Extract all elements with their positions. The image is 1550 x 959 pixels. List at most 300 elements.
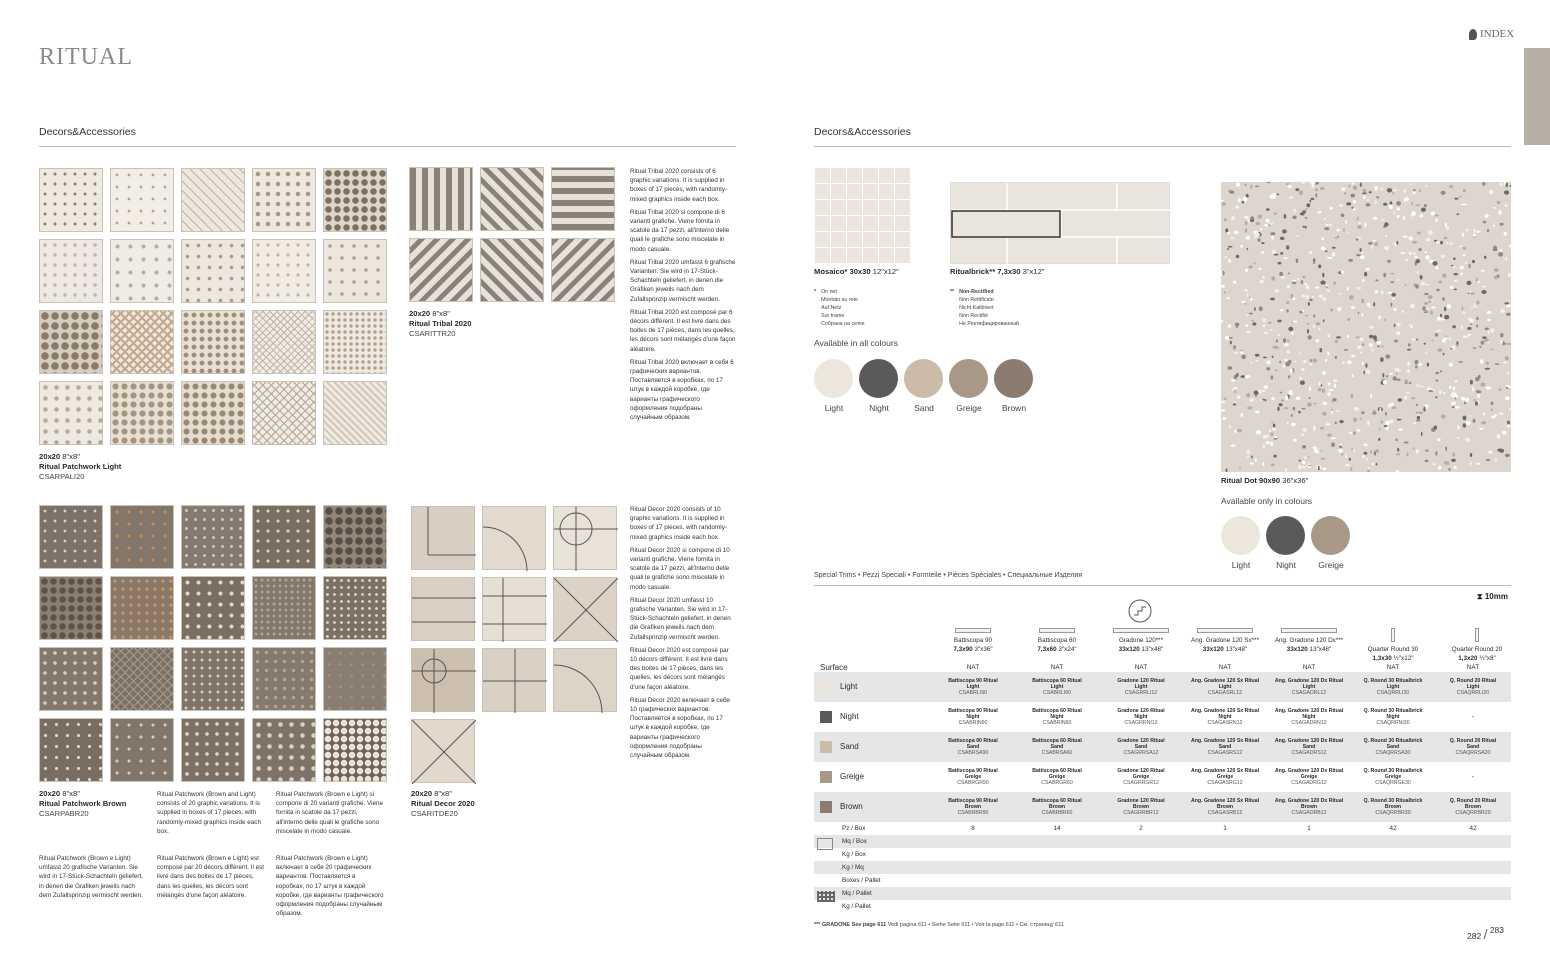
trim-size-cm: 7,3x60 bbox=[1037, 645, 1057, 653]
decor-tile bbox=[252, 381, 316, 445]
pack-value: 1 bbox=[1307, 824, 1311, 832]
size: 30x30 bbox=[849, 267, 871, 276]
decor-tile bbox=[181, 505, 245, 569]
trim-cell-line: Sand bbox=[1134, 744, 1148, 750]
pack-row bbox=[814, 835, 1511, 848]
box-icon bbox=[817, 838, 833, 850]
trim-cell-line: Greige bbox=[964, 774, 982, 780]
color-swatch-greige[interactable] bbox=[1311, 516, 1350, 555]
decor-tile bbox=[323, 576, 387, 640]
trim-cell-line: Battiscopa 90 Ritual bbox=[948, 768, 998, 774]
trim-cell-line: Ang. Gradone 120 Dx Ritual bbox=[1274, 678, 1344, 684]
pack-value bbox=[1351, 874, 1435, 887]
trim-row-light bbox=[814, 672, 1511, 702]
decor-tile bbox=[110, 505, 174, 569]
trim-cell-line: Brown bbox=[1464, 804, 1482, 810]
trim-size bbox=[1183, 646, 1267, 655]
color-swatch-brown[interactable] bbox=[994, 359, 1033, 398]
trim-size-cm: 7,3x90 bbox=[953, 645, 973, 653]
inch: 12"x12" bbox=[872, 267, 899, 276]
index-link[interactable] bbox=[1469, 28, 1514, 40]
color-swatch-sand[interactable] bbox=[904, 359, 943, 398]
trim-cell-line: Q. Round 20 Ritual bbox=[1449, 798, 1497, 804]
trim-cell-line: CSAQRRSA20 bbox=[1455, 750, 1491, 756]
trim-size-inch: 3"x36" bbox=[974, 645, 993, 653]
pack-value bbox=[1351, 848, 1435, 861]
trim-cell-line: CSABRIN60 bbox=[1042, 720, 1072, 726]
surface-value: NAT bbox=[966, 664, 980, 671]
trim-shape-icon bbox=[1281, 628, 1337, 633]
tribal-tile bbox=[409, 167, 473, 231]
trim-cell-line: Battiscopa 60 Ritual bbox=[1032, 798, 1082, 804]
pack-label: Mq / Pallet bbox=[814, 887, 931, 900]
trim-cell-line: Ang. Gradone 120 Sx Ritual bbox=[1190, 738, 1260, 744]
pack-value bbox=[1015, 900, 1099, 913]
pack-label: Boxes / Pallet bbox=[842, 876, 881, 884]
trim-cell-line: - bbox=[1472, 774, 1474, 780]
page-left: 282 bbox=[1467, 931, 1482, 941]
decor-tile bbox=[323, 381, 387, 445]
decor-2020-tile bbox=[411, 577, 475, 641]
pack-value bbox=[1267, 835, 1351, 848]
right-section-title: Decors&Accessories bbox=[814, 126, 911, 138]
pack-value bbox=[1351, 887, 1435, 900]
decor-tile bbox=[252, 310, 316, 374]
available-all-label: Available in all colours bbox=[814, 338, 898, 348]
trim-cell-line: Battiscopa 60 Ritual bbox=[1032, 768, 1082, 774]
trim-name: Ang. Gradone 120 Sx*** bbox=[1191, 637, 1259, 644]
decor-tile bbox=[39, 381, 103, 445]
note-line: Sur trame bbox=[821, 313, 845, 319]
trim-size bbox=[1435, 655, 1519, 664]
ritual-dot-image bbox=[1221, 182, 1511, 472]
trim-cell-line: CSAQRRBR20 bbox=[1455, 810, 1491, 816]
trim-size-cm: 1,3x30 bbox=[1372, 654, 1392, 662]
trim-cell-line: Night bbox=[966, 714, 980, 720]
pack-value: 2 bbox=[1139, 824, 1143, 832]
decor-2020-tile bbox=[411, 648, 475, 712]
decor-tile bbox=[110, 310, 174, 374]
note-line: Собрана на сетке bbox=[821, 321, 865, 327]
trim-cell-line: CSAQRRLI20 bbox=[1456, 690, 1490, 696]
trim-cell-line: CSAGRRGR12 bbox=[1123, 780, 1159, 786]
pack-value bbox=[1099, 861, 1183, 874]
color-chip bbox=[820, 681, 832, 693]
trim-cell-line: Gradone 120 Ritual bbox=[1117, 678, 1165, 684]
trim-cell-line: CSAGADRS12 bbox=[1291, 750, 1327, 756]
pack-value bbox=[1351, 900, 1435, 913]
ritualbrick-image bbox=[950, 182, 1170, 264]
trim-size-inch: 13"x48" bbox=[1141, 645, 1164, 653]
product-name: Ritual Decor 2020 bbox=[411, 799, 475, 808]
trim-cell-line: Ang. Gradone 120 Sx Ritual bbox=[1190, 798, 1260, 804]
decor-tile bbox=[39, 718, 103, 782]
trim-cell-line: Q. Round 30 Ritualbrick bbox=[1363, 738, 1423, 744]
trim-cell-line: CSAGADRL12 bbox=[1291, 690, 1327, 696]
patchwork-text-de: Ritual Patchwork (Brown e Light) umfasst 20 grafische Varianten. Sie wird in 17-Stück-Schachteln geliefert, in denen die Grafiken jeweils nach dem Zufallsprinzip vermischt werden. bbox=[39, 855, 143, 899]
pack-value bbox=[1267, 887, 1351, 900]
trim-cell-line: Ang. Gradone 120 Dx Ritual bbox=[1274, 738, 1344, 744]
mosaico-image bbox=[814, 167, 910, 263]
trim-cell-line: Battiscopa 60 Ritual bbox=[1032, 678, 1082, 684]
inch: 8"x8" bbox=[62, 789, 80, 798]
trim-cell-line: Battiscopa 90 Ritual bbox=[948, 738, 998, 744]
left-divider bbox=[39, 146, 736, 147]
text-de: Ritual Decor 2020 umfasst 10 grafische Varianten. Sie wird in 17-Stück-Schachteln geliefert, in denen die Grafiken jeweils nach dem Zufallsprinzip vermischt werden. bbox=[630, 596, 731, 641]
swatch-label: Night bbox=[1276, 560, 1296, 570]
ritualbrick-caption bbox=[950, 267, 1045, 277]
pack-value bbox=[1267, 861, 1351, 874]
trim-size-inch: 3"x24" bbox=[1058, 645, 1077, 653]
text-de: Ritual Tribal 2020 umfasst 6 grafische Varianten. Sie wird in 17-Stück-Schachteln geliefert, in denen die Grafiken jeweils nach dem Zufallsprinzip vermischt werden. bbox=[630, 258, 736, 303]
trim-cell bbox=[1267, 732, 1351, 762]
note-line: Montato su rete bbox=[821, 297, 858, 303]
trims-divider bbox=[814, 585, 1511, 586]
trim-cell-line: Night bbox=[1050, 714, 1064, 720]
page-right: 283 bbox=[1489, 925, 1505, 935]
trim-cell-line: Night bbox=[1134, 714, 1148, 720]
trim-cell-line: Light bbox=[1218, 684, 1232, 690]
decor-2020-tile bbox=[411, 719, 475, 783]
tribal-caption bbox=[409, 309, 471, 339]
trim-cell-line: CSAGASRG12 bbox=[1207, 780, 1243, 786]
trim-cell-line: Light bbox=[1134, 684, 1148, 690]
text-en: Ritual Tribal 2020 consists of 6 graphic variations. It is supplied in boxes of 17 pieces, with randomly-mixed graphics inside each box. bbox=[630, 168, 727, 203]
page-numbers: 282 / 283 bbox=[1467, 925, 1505, 942]
trim-cell-line: Brown bbox=[1300, 804, 1318, 810]
inch: 3"x12" bbox=[1022, 267, 1045, 276]
patchwork-text-en: Ritual Patchwork (Brown and Light) consists of 20 graphic variations. It is supplied in boxes of 17 pieces, with randomly-mixed graphics inside each box. bbox=[157, 791, 261, 835]
decor-tile bbox=[39, 239, 103, 303]
trim-cell-line: CSAGADRG12 bbox=[1291, 780, 1327, 786]
trim-size bbox=[1267, 646, 1351, 655]
trim-row-label bbox=[814, 792, 931, 822]
color-name: Brown bbox=[840, 802, 863, 812]
pack-value: 42 bbox=[1389, 824, 1397, 832]
trim-shape-icon bbox=[1391, 628, 1395, 642]
text-it: Ritual Tribal 2020 si compone di 6 varianti grafiche. Viene fornita in scatole da 17 pezzi, all'interno delle quali le grafiche sono miscelate in modo casuale. bbox=[630, 208, 730, 253]
decor-tile bbox=[39, 168, 103, 232]
tribal-tile bbox=[551, 167, 615, 231]
trim-cell-line: CSAGRRNI12 bbox=[1124, 720, 1158, 726]
trim-cell bbox=[1183, 792, 1267, 822]
trim-cell-line: CSAGASRB12 bbox=[1207, 810, 1243, 816]
trim-cell-line: Sand bbox=[966, 744, 980, 750]
product-code: CSARITTR20 bbox=[409, 329, 456, 338]
side-tab[interactable] bbox=[1524, 48, 1550, 145]
trim-column-header bbox=[931, 628, 1015, 654]
trim-cell-line: CSABRLI90 bbox=[959, 690, 987, 696]
trim-row-label bbox=[814, 762, 931, 792]
trim-cell bbox=[1099, 702, 1183, 732]
trim-cell bbox=[1183, 672, 1267, 702]
note-line: Non Rectifié bbox=[959, 313, 988, 319]
pack-value bbox=[1015, 887, 1099, 900]
trim-name: Quarter Round 20 bbox=[1451, 646, 1503, 653]
trim-cell-line: CSAQRRLI30 bbox=[1376, 690, 1410, 696]
size: 20x20 bbox=[409, 309, 431, 318]
inch: 36"x36" bbox=[1282, 476, 1309, 485]
tribal-tile bbox=[480, 167, 544, 231]
pack-value bbox=[1183, 848, 1267, 861]
pack-value bbox=[1015, 861, 1099, 874]
text-en: Ritual Decor 2020 consists of 10 graphic variations. It is supplied in boxes of 17 pieces, with randomly-mixed graphics inside each box. bbox=[630, 506, 727, 541]
pack-label: Kg / Box bbox=[842, 850, 866, 858]
trim-cell-line: Light bbox=[1386, 684, 1400, 690]
trim-cell-line: Sand bbox=[1386, 744, 1400, 750]
product-name: Ritualbrick** bbox=[950, 267, 996, 276]
trim-cell-line: CSAQRRNI30 bbox=[1376, 720, 1410, 726]
brand-title: RITUAL bbox=[39, 44, 133, 70]
trim-cell bbox=[1351, 792, 1435, 822]
trim-cell-line: Night bbox=[1302, 714, 1316, 720]
trim-size-inch: ½"x12" bbox=[1393, 654, 1414, 662]
trim-column-header bbox=[1351, 628, 1435, 663]
trim-cell-line: Brown bbox=[1048, 804, 1066, 810]
pallet-icon bbox=[817, 891, 835, 902]
color-chip bbox=[820, 711, 832, 723]
pack-value bbox=[1099, 835, 1183, 848]
trim-column-header bbox=[1015, 628, 1099, 654]
decor-caption bbox=[411, 789, 475, 819]
color-chip bbox=[820, 801, 832, 813]
pack-value bbox=[1267, 848, 1351, 861]
trim-cell bbox=[1435, 732, 1511, 762]
trim-cell-line: Ang. Gradone 120 Sx Ritual bbox=[1190, 768, 1260, 774]
trim-cell-line: Battiscopa 90 Ritual bbox=[948, 798, 998, 804]
trim-cell bbox=[1267, 762, 1351, 792]
trim-cell-line: Gradone 120 Ritual bbox=[1117, 798, 1165, 804]
trim-cell-line: Greige bbox=[1300, 774, 1318, 780]
trim-shape-icon bbox=[1113, 628, 1169, 633]
decor-tile bbox=[252, 576, 316, 640]
note-line: Не Ректифицированный bbox=[959, 321, 1019, 327]
color-swatch-night[interactable] bbox=[1266, 516, 1305, 555]
trim-shape-icon bbox=[1475, 628, 1479, 642]
surface-label: Surface bbox=[820, 663, 848, 672]
trim-cell-line: Ang. Gradone 120 Dx Ritual bbox=[1274, 708, 1344, 714]
note-line: On net bbox=[821, 289, 837, 295]
trim-cell bbox=[931, 672, 1015, 702]
leaf-icon bbox=[1469, 29, 1477, 40]
trim-cell-line: Ang. Gradone 120 Sx Ritual bbox=[1190, 708, 1260, 714]
trim-cell-line: Gradone 120 Ritual bbox=[1117, 708, 1165, 714]
trim-cell-line: CSAGADRN12 bbox=[1291, 720, 1327, 726]
dot-caption bbox=[1221, 476, 1308, 486]
decor-tile bbox=[323, 310, 387, 374]
decor-tile bbox=[110, 239, 174, 303]
pack-value bbox=[1351, 835, 1435, 848]
trim-name: Quarter Round 30 bbox=[1367, 646, 1419, 653]
trim-cell-line: Q. Round 30 Ritualbrick bbox=[1363, 798, 1423, 804]
trim-column-header bbox=[1183, 628, 1267, 654]
trim-cell-line: Q. Round 30 Ritualbrick bbox=[1363, 768, 1423, 774]
trim-column-header bbox=[1435, 628, 1519, 663]
trim-cell bbox=[1435, 702, 1511, 732]
decor-tile bbox=[252, 718, 316, 782]
trim-cell-line: Sand bbox=[1466, 744, 1480, 750]
trim-cell-line: Greige bbox=[1048, 774, 1066, 780]
product-name: Mosaico* bbox=[814, 267, 848, 276]
trim-cell-line: CSABRLI60 bbox=[1043, 690, 1071, 696]
trim-column-header bbox=[1267, 628, 1351, 654]
dot-available-label: Available only in colours bbox=[1221, 496, 1313, 506]
note-line: Auf Netz bbox=[821, 305, 842, 311]
decor-tile bbox=[181, 576, 245, 640]
decor-tile bbox=[39, 505, 103, 569]
decor-2020-tile bbox=[482, 648, 546, 712]
trim-cell-line: Gradone 120 Ritual bbox=[1117, 738, 1165, 744]
trim-cell-line: CSAQRRSA30 bbox=[1375, 750, 1411, 756]
decor-tile bbox=[110, 381, 174, 445]
trim-cell-line: CSABRGR60 bbox=[1041, 780, 1073, 786]
size: 20x20 bbox=[411, 789, 433, 798]
trim-cell-line: Light bbox=[966, 684, 980, 690]
trim-cell bbox=[1015, 762, 1099, 792]
decor-tile bbox=[252, 647, 316, 711]
trim-cell bbox=[931, 762, 1015, 792]
decor-tile bbox=[323, 647, 387, 711]
trim-cell-line: Ang. Gradone 120 Dx Ritual bbox=[1274, 768, 1344, 774]
decor-2020-tile bbox=[482, 506, 546, 570]
pack-row bbox=[814, 848, 1511, 861]
color-name: Greige bbox=[840, 772, 865, 782]
trim-cell-line: Q. Round 30 Ritualbrick bbox=[1363, 678, 1423, 684]
pack-value bbox=[1351, 861, 1435, 874]
size: 90x90 bbox=[1258, 476, 1281, 485]
swatch-label: Light bbox=[824, 403, 844, 413]
surface-value: NAT bbox=[1386, 664, 1400, 671]
patchwork-text-ru: Ritual Patchwork (Brown e Light) включает в себя 20 графических вариантов. Поставляется в коробках, по 17 штук в каждой коробке, где варианты графического оформления подобраны случайным образом. bbox=[276, 855, 384, 918]
tribal-tile bbox=[551, 238, 615, 302]
surface-value: NAT bbox=[1302, 664, 1316, 671]
decor-2020-tile bbox=[553, 506, 617, 570]
trim-cell-line: Light bbox=[1050, 684, 1064, 690]
patchwork-text-fr: Ritual Patchwork (Brown e Light) est composé par 20 décors différent. Il est livré dans des boites de 17 pièces, dans les quelles, les décors sont mélangés d'une façon aléatoire. bbox=[157, 855, 264, 899]
product-code: CSARPABR20 bbox=[39, 809, 89, 818]
inch: 8"x8" bbox=[432, 309, 450, 318]
pack-value bbox=[1183, 887, 1267, 900]
trim-cell-line: CSABRSA60 bbox=[1041, 750, 1073, 756]
pack-value: 8 bbox=[971, 824, 975, 832]
trim-cell bbox=[1267, 672, 1351, 702]
inch: 8"x8" bbox=[62, 452, 80, 461]
trim-cell bbox=[1183, 702, 1267, 732]
trim-cell-line: CSAQRRBR30 bbox=[1375, 810, 1411, 816]
pack-value bbox=[1435, 848, 1511, 861]
pack-value bbox=[1435, 900, 1511, 913]
decor-tile bbox=[252, 168, 316, 232]
trim-row-brown bbox=[814, 792, 1511, 822]
trim-cell bbox=[1183, 762, 1267, 792]
color-swatch-light[interactable] bbox=[1221, 516, 1260, 555]
pack-value: 14 bbox=[1053, 824, 1061, 832]
size: 20x20 bbox=[39, 452, 61, 461]
right-divider bbox=[814, 146, 1511, 147]
decor-tile bbox=[181, 647, 245, 711]
trim-cell bbox=[1435, 792, 1511, 822]
color-swatch-greige[interactable] bbox=[949, 359, 988, 398]
trim-cell-line: CSAGASRL12 bbox=[1207, 690, 1243, 696]
decor-tile bbox=[110, 647, 174, 711]
note-line: Non-Rectified bbox=[959, 289, 994, 295]
decor-tile bbox=[39, 576, 103, 640]
product-name: Ritual Patchwork Light bbox=[39, 462, 122, 471]
note-line: Nicht Kalibriert bbox=[959, 305, 994, 311]
trim-cell-line: CSAQRRGE30 bbox=[1375, 780, 1411, 786]
swatch-label: Sand bbox=[914, 403, 934, 413]
trim-cell bbox=[1099, 672, 1183, 702]
decor-tile bbox=[252, 239, 316, 303]
pack-row bbox=[814, 900, 1511, 913]
mosaico-notes bbox=[814, 288, 865, 328]
trim-cell-line: Night bbox=[1386, 714, 1400, 720]
trim-cell bbox=[1099, 792, 1183, 822]
product-code: CSARITDE20 bbox=[411, 809, 458, 818]
trim-column-header bbox=[1099, 628, 1183, 654]
trim-cell-line: Greige bbox=[1216, 774, 1234, 780]
trim-cell bbox=[1351, 762, 1435, 792]
index-label: INDEX bbox=[1480, 28, 1515, 40]
trim-cell-line: Light bbox=[1302, 684, 1316, 690]
surface-value: NAT bbox=[1218, 664, 1232, 671]
trim-cell-line: Greige bbox=[1384, 774, 1402, 780]
trim-size-cm: 33x120 bbox=[1286, 645, 1308, 653]
trim-cell-line: Ang. Gradone 120 Dx Ritual bbox=[1274, 798, 1344, 804]
trim-cell-line: Night bbox=[1218, 714, 1232, 720]
trim-cell-line: CSAGASRS12 bbox=[1207, 750, 1243, 756]
color-swatch-light[interactable] bbox=[814, 359, 853, 398]
swatch-label: Greige bbox=[956, 403, 982, 413]
trim-shape-icon bbox=[1039, 628, 1075, 633]
pack-row bbox=[814, 822, 1511, 835]
trim-cell-line: Battiscopa 60 Ritual bbox=[1032, 738, 1082, 744]
decor-tile bbox=[110, 168, 174, 232]
trim-cell-line: Sand bbox=[1302, 744, 1316, 750]
pack-value bbox=[931, 900, 1015, 913]
pack-value bbox=[1099, 874, 1183, 887]
trim-cell bbox=[1015, 672, 1099, 702]
decor-tile bbox=[323, 239, 387, 303]
mosaico-caption bbox=[814, 267, 899, 277]
pack-value bbox=[1183, 900, 1267, 913]
trim-cell-line: Battiscopa 90 Ritual bbox=[948, 708, 998, 714]
trim-cell-line: CSABRBR90 bbox=[957, 810, 989, 816]
trim-cell-line: Brown bbox=[1384, 804, 1402, 810]
pack-label: Kg / Mq bbox=[814, 861, 931, 874]
pack-value bbox=[1015, 848, 1099, 861]
text-ru: Ritual Tribal 2020 включает в себя 6 графических вариантов. Поставляется в коробках, по 17 штук в каждой коробке, где варианты графического оформления подобраны случайным образом. bbox=[630, 358, 734, 422]
pack-value bbox=[1183, 861, 1267, 874]
note-star: ** bbox=[950, 289, 955, 295]
trim-row-greige bbox=[814, 762, 1511, 792]
color-swatch-night[interactable] bbox=[859, 359, 898, 398]
decor-tile bbox=[39, 647, 103, 711]
color-name: Night bbox=[840, 712, 859, 722]
trims-table bbox=[814, 664, 1511, 913]
trim-cell-line: Brown bbox=[1132, 804, 1150, 810]
pack-value: 1 bbox=[1223, 824, 1227, 832]
trim-cell bbox=[1015, 702, 1099, 732]
pack-value bbox=[1435, 887, 1511, 900]
pack-value bbox=[931, 874, 1015, 887]
swatch-label: Brown bbox=[1001, 403, 1027, 413]
trims-title: Special Trims • Pezzi Speciali • Formteile • Pièces Spéciales • Специальные Изделия bbox=[814, 572, 1083, 579]
pack-label: Mq / Box bbox=[814, 835, 931, 848]
trim-size-cm: 1,3x20 bbox=[1458, 654, 1478, 662]
trim-cell bbox=[1351, 702, 1435, 732]
trim-cell-line: Brown bbox=[964, 804, 982, 810]
